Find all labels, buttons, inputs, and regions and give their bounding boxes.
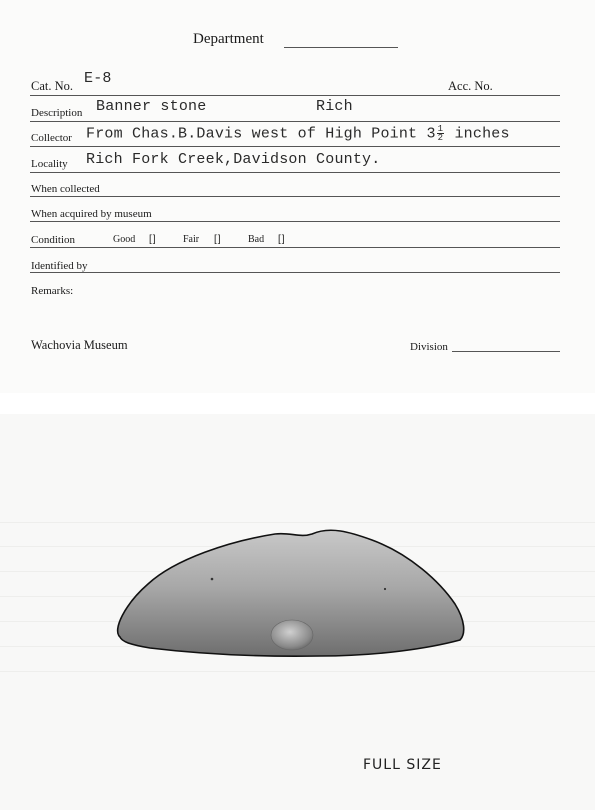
row-line-collector	[30, 146, 560, 147]
row-line-cat-no	[30, 95, 560, 96]
collector-label: Collector	[31, 132, 72, 144]
locality-value: Rich Fork Creek,Davidson County.	[86, 151, 381, 168]
row-line-condition	[30, 247, 560, 248]
acc-no-label: Acc. No.	[448, 79, 493, 93]
collector-value-group	[86, 125, 510, 142]
description-value-2: Rich	[316, 98, 353, 115]
full-size-caption: FULL SIZE	[363, 757, 442, 773]
department-label: Department	[193, 31, 264, 47]
row-line-when-collected	[30, 196, 560, 197]
row-line-description	[30, 121, 560, 122]
cat-no-value: E-8	[84, 70, 112, 87]
perforation-hole	[271, 620, 313, 650]
good-checkbox[interactable]: []	[149, 234, 157, 245]
collector-value: From Chas.B.Davis west of High Point 3	[86, 125, 436, 143]
museum-name: Wachovia Museum	[31, 338, 128, 352]
cat-no-label: Cat. No.	[31, 79, 74, 93]
fraction-one-half: $\frac{1}{2}$	[437, 124, 444, 143]
fair-label: Fair	[183, 234, 200, 245]
condition-label: Condition	[31, 234, 76, 246]
identified-by-label: Identified by	[31, 260, 88, 272]
row-line-identified-by	[30, 272, 560, 273]
remarks-label: Remarks:	[31, 285, 74, 297]
pit-mark	[211, 578, 214, 581]
locality-label: Locality	[31, 158, 68, 170]
division-label: Division	[410, 341, 448, 353]
when-collected-label: When collected	[31, 183, 100, 195]
row-line-locality	[30, 172, 560, 173]
collector-units: inches	[454, 125, 510, 143]
when-acquired-label: When acquired by museum	[31, 208, 152, 220]
division-field-line	[452, 351, 560, 352]
bad-checkbox[interactable]: []	[278, 234, 286, 245]
banner-stone-drawing	[0, 414, 595, 810]
description-label: Description	[31, 107, 83, 119]
row-line-when-acquired	[30, 221, 560, 222]
pit-mark	[384, 588, 386, 590]
bad-label: Bad	[248, 234, 265, 245]
good-label: Good	[113, 234, 136, 245]
description-value: Banner stone	[96, 98, 207, 115]
department-field-line	[284, 47, 398, 48]
fair-checkbox[interactable]: []	[214, 234, 222, 245]
catalog-card-front	[0, 0, 595, 393]
catalog-card-back	[0, 414, 595, 810]
